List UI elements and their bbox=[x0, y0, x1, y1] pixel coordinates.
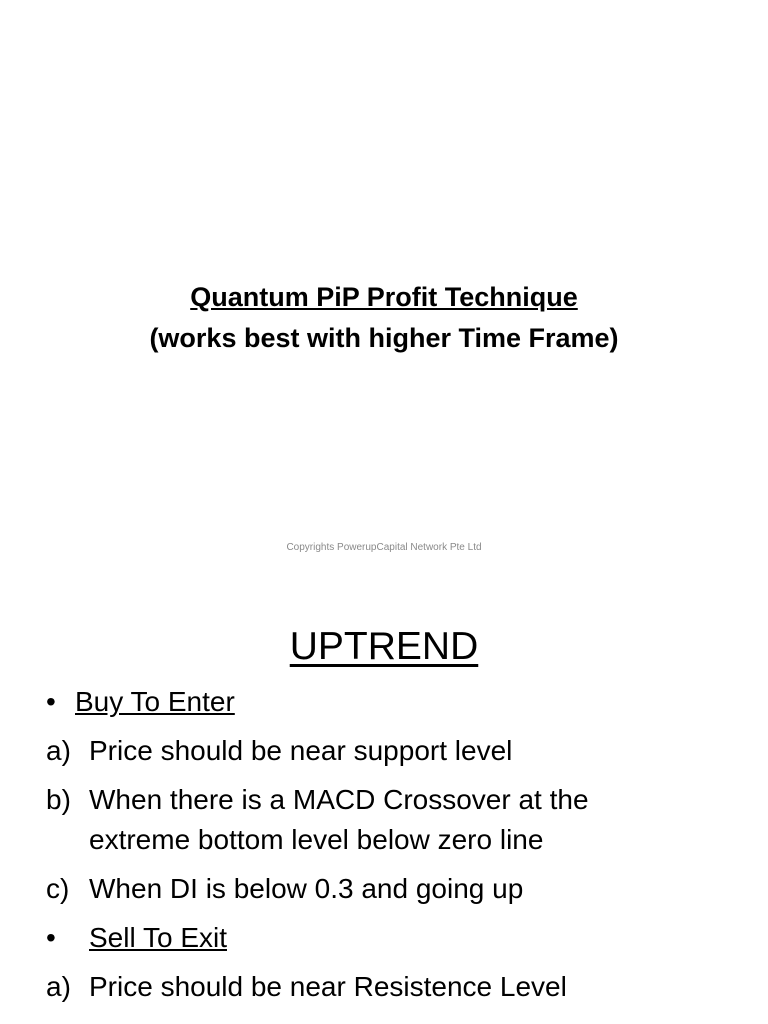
bullet-marker: a) bbox=[46, 735, 71, 766]
slide-subtitle: (works best with higher Time Frame) bbox=[149, 323, 619, 353]
slide-uptrend bbox=[0, 576, 768, 1024]
list-item bbox=[0, 918, 768, 958]
list-item-text: Price should be near support level bbox=[89, 735, 513, 766]
list-item-text: When DI is below 0.3 and going up bbox=[89, 873, 524, 904]
list-item-text: Price should be near Resistence Level bbox=[89, 971, 567, 1002]
list-item-text: Sell To Exit bbox=[89, 922, 227, 953]
list-item bbox=[0, 967, 768, 1007]
slide-heading: UPTREND bbox=[289, 625, 479, 668]
list-item bbox=[0, 780, 768, 860]
list-item bbox=[0, 869, 768, 909]
rules-list bbox=[0, 682, 768, 1016]
bullet-marker: c) bbox=[46, 873, 70, 904]
list-item-text: Buy To Enter bbox=[75, 686, 235, 717]
bullet-marker: • bbox=[46, 686, 56, 717]
copyright-notice: Copyrights PowerupCapital Network Pte Ltd bbox=[286, 542, 482, 553]
list-item-text: When there is a MACD Crossover at the extreme bottom level below zero line bbox=[89, 784, 589, 855]
bullet-marker: b) bbox=[46, 784, 71, 815]
bullet-marker: a) bbox=[46, 971, 71, 1002]
list-item bbox=[0, 682, 768, 722]
slide-title-text: Quantum PiP Profit Technique bbox=[190, 282, 578, 312]
bullet-marker: • bbox=[46, 922, 56, 953]
title-block bbox=[0, 277, 768, 359]
list-item bbox=[0, 731, 768, 771]
